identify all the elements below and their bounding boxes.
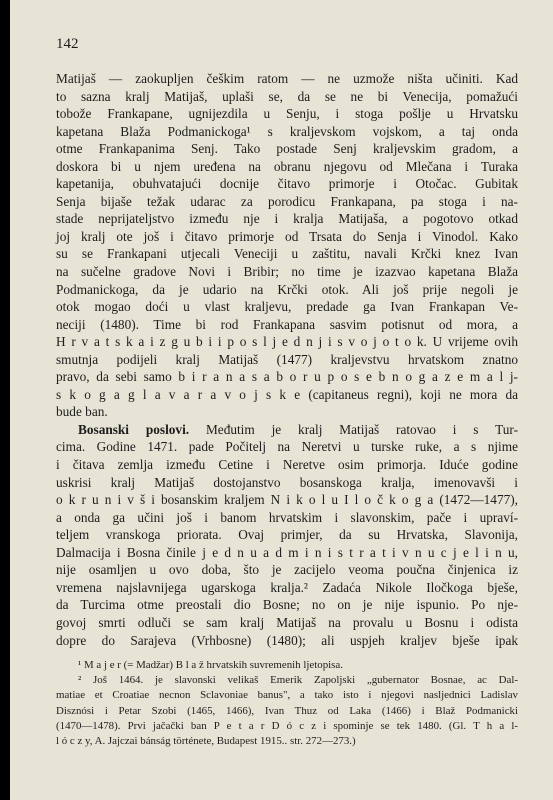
text-line: kapetana Blaža Podmanickoga¹ s kraljevskom vojskom, a taj onda xyxy=(56,123,518,139)
text-line: joj kralj ote još i čitavo primorje od Trsata do Senja i Vinodol. Kako xyxy=(56,228,518,244)
footnote-2-line: Disznósi i Petar Szobi (1465, 1466), Ivan Thuz od Laka (1466) i Blaž Podmanicki xyxy=(56,704,518,717)
text-line: to sazna kralj Matijaš, uplaši se, da se ne bi Venecija, pomažući xyxy=(56,88,518,104)
text-line: govoj smrti odluči se sam kralj Matijaš na provalu u Bosnu i odista xyxy=(56,614,518,630)
text-line: su se Frankapani utjecali Veneciji u zaštitu, navali Krčki knez Ivan xyxy=(56,246,518,262)
text-line: dopre do Sarajeva (Vrhbosne) (1480); ali uspjeh kraljev bješe ipak xyxy=(56,632,518,648)
text-line: nije osamljen u ovo doba, što je zacijelo veoma poučna činjenica iz xyxy=(56,562,518,578)
text-line: stade neprijateljstvo između nje i kralja Matijaša, a pogotovo otkad xyxy=(56,211,518,227)
text-line: i čitava zemlja između Cetine i Neretve osim primorja. Iduće godine xyxy=(56,457,518,473)
footnotes xyxy=(56,658,518,749)
page-number: 142 xyxy=(56,36,79,52)
section-first-line xyxy=(56,421,518,439)
text-line: otme Frankapanima Senj. Tako postade Senj kraljevskim gradom, a xyxy=(56,141,518,157)
text-line: tobože Frankapane, ugnijezdila u Senju, i stoga pošlje u Hrvatsku xyxy=(56,106,518,122)
text-line: smutnja podijeli kralj Matijaš (1477) kraljevstvu hrvatskom znatno xyxy=(56,351,518,367)
text-line: doskora bi u njem uređena na obranu njegovu od Mlečana i Turaka xyxy=(56,158,518,174)
text-line: Matijaš — zaokupljen češkim ratom — ne uzmože ništa učiniti. Kad xyxy=(56,71,518,86)
text-line: teljem vranskoga priorata. Ovaj primjer, da su Hrvatska, Slavonija, xyxy=(56,527,518,543)
text-line: a onda ga učini još i banom hrvatskim i slavonskim, pače i upraví- xyxy=(56,509,518,525)
text-line: vremena najslavnijega ugarskoga kralja.² Zadaća Nikole Iločkoga bješe, xyxy=(56,579,518,595)
section-first-line-text: Međutim je kralj Matijaš ratovao i s Tur- xyxy=(205,421,518,437)
text-line: da Turcima otme preostali dio Bosne; no on je nije ispunio. Po nje- xyxy=(56,597,518,613)
text-line: pravo, da sebi samo b i r a n a s a b o r u p o s e b n o g a z e m a l j- xyxy=(56,369,518,385)
text-line: na sučelne gradove Novi i Bribir; no time je izazvao kapetana Blaža xyxy=(56,264,518,280)
text-line: Podmanickoga, da je udario na Krčki otok. Ali još prije negoli je xyxy=(56,281,518,297)
footnote-2-line: matiae et Croatiae necnon Sclavoniae banus", a tako isto i njegovi nasljednici Ladislav xyxy=(56,689,518,702)
text-line: s k o g a g l a v a r a v o j s k e (capitaneus regni), koji ne mora da xyxy=(56,386,518,402)
footnote-1: ¹ M a j e r (= Madžar) B l a ž hrvatskih suvremenih ljetopisa. xyxy=(78,659,343,671)
text-line: o k r u n i v š i bosanskim kraljem N i k o l u I l o č k o g a (1472—1477), xyxy=(56,492,518,508)
text-line: uskrisi kralj Matijaš dostojanstvo bosanskoga kralja, imenovavši i xyxy=(56,474,518,490)
text-line: H r v a t s k a i z g u b i i p o s l j e d n j i s v o j o t o k. U vrijeme ovih xyxy=(56,334,518,350)
section-title: Bosanski poslovi. xyxy=(78,421,190,437)
footnote-2-line: l ó c z y, A. Jajczai bánság története, Budapest 1915.. str. 272—273.) xyxy=(56,735,356,748)
text-line: Dalmacija i Bosna činile j e d n u a d m i n i s t r a t i v n u c j e l i n u, xyxy=(56,544,518,560)
text-line: bude ban. xyxy=(56,404,108,420)
text-line: kapetanija, obuhvatajući docnije čitavo primorje i Otočac. Gubitak xyxy=(56,176,518,192)
footnote-2-line: ² Još 1464. je slavonski velikaš Emerik Zapoljski „gubernator Bosnae, ac Dal- xyxy=(78,674,518,687)
text-line: neciji (1480). Time bi rod Frankapana sasvim potisnut od mora, a xyxy=(56,316,518,332)
text-line: cima. Godine 1471. pade Počitelj na Neretvi u turske ruke, a s njime xyxy=(56,439,518,455)
text-line: Senja bijaše težak udarac za porodicu Frankapana, pa stoga i na- xyxy=(56,193,518,209)
text-line: otok mogao doći u vlast kraljevu, predade ga Ivan Frankapan Ve- xyxy=(56,299,518,315)
main-text xyxy=(56,70,518,649)
footnote-2-line: (1470—1478). Prvi jačački ban P e t a r D ó c z i spominje se tek 1480. (Gl. T h a l- xyxy=(56,719,518,732)
